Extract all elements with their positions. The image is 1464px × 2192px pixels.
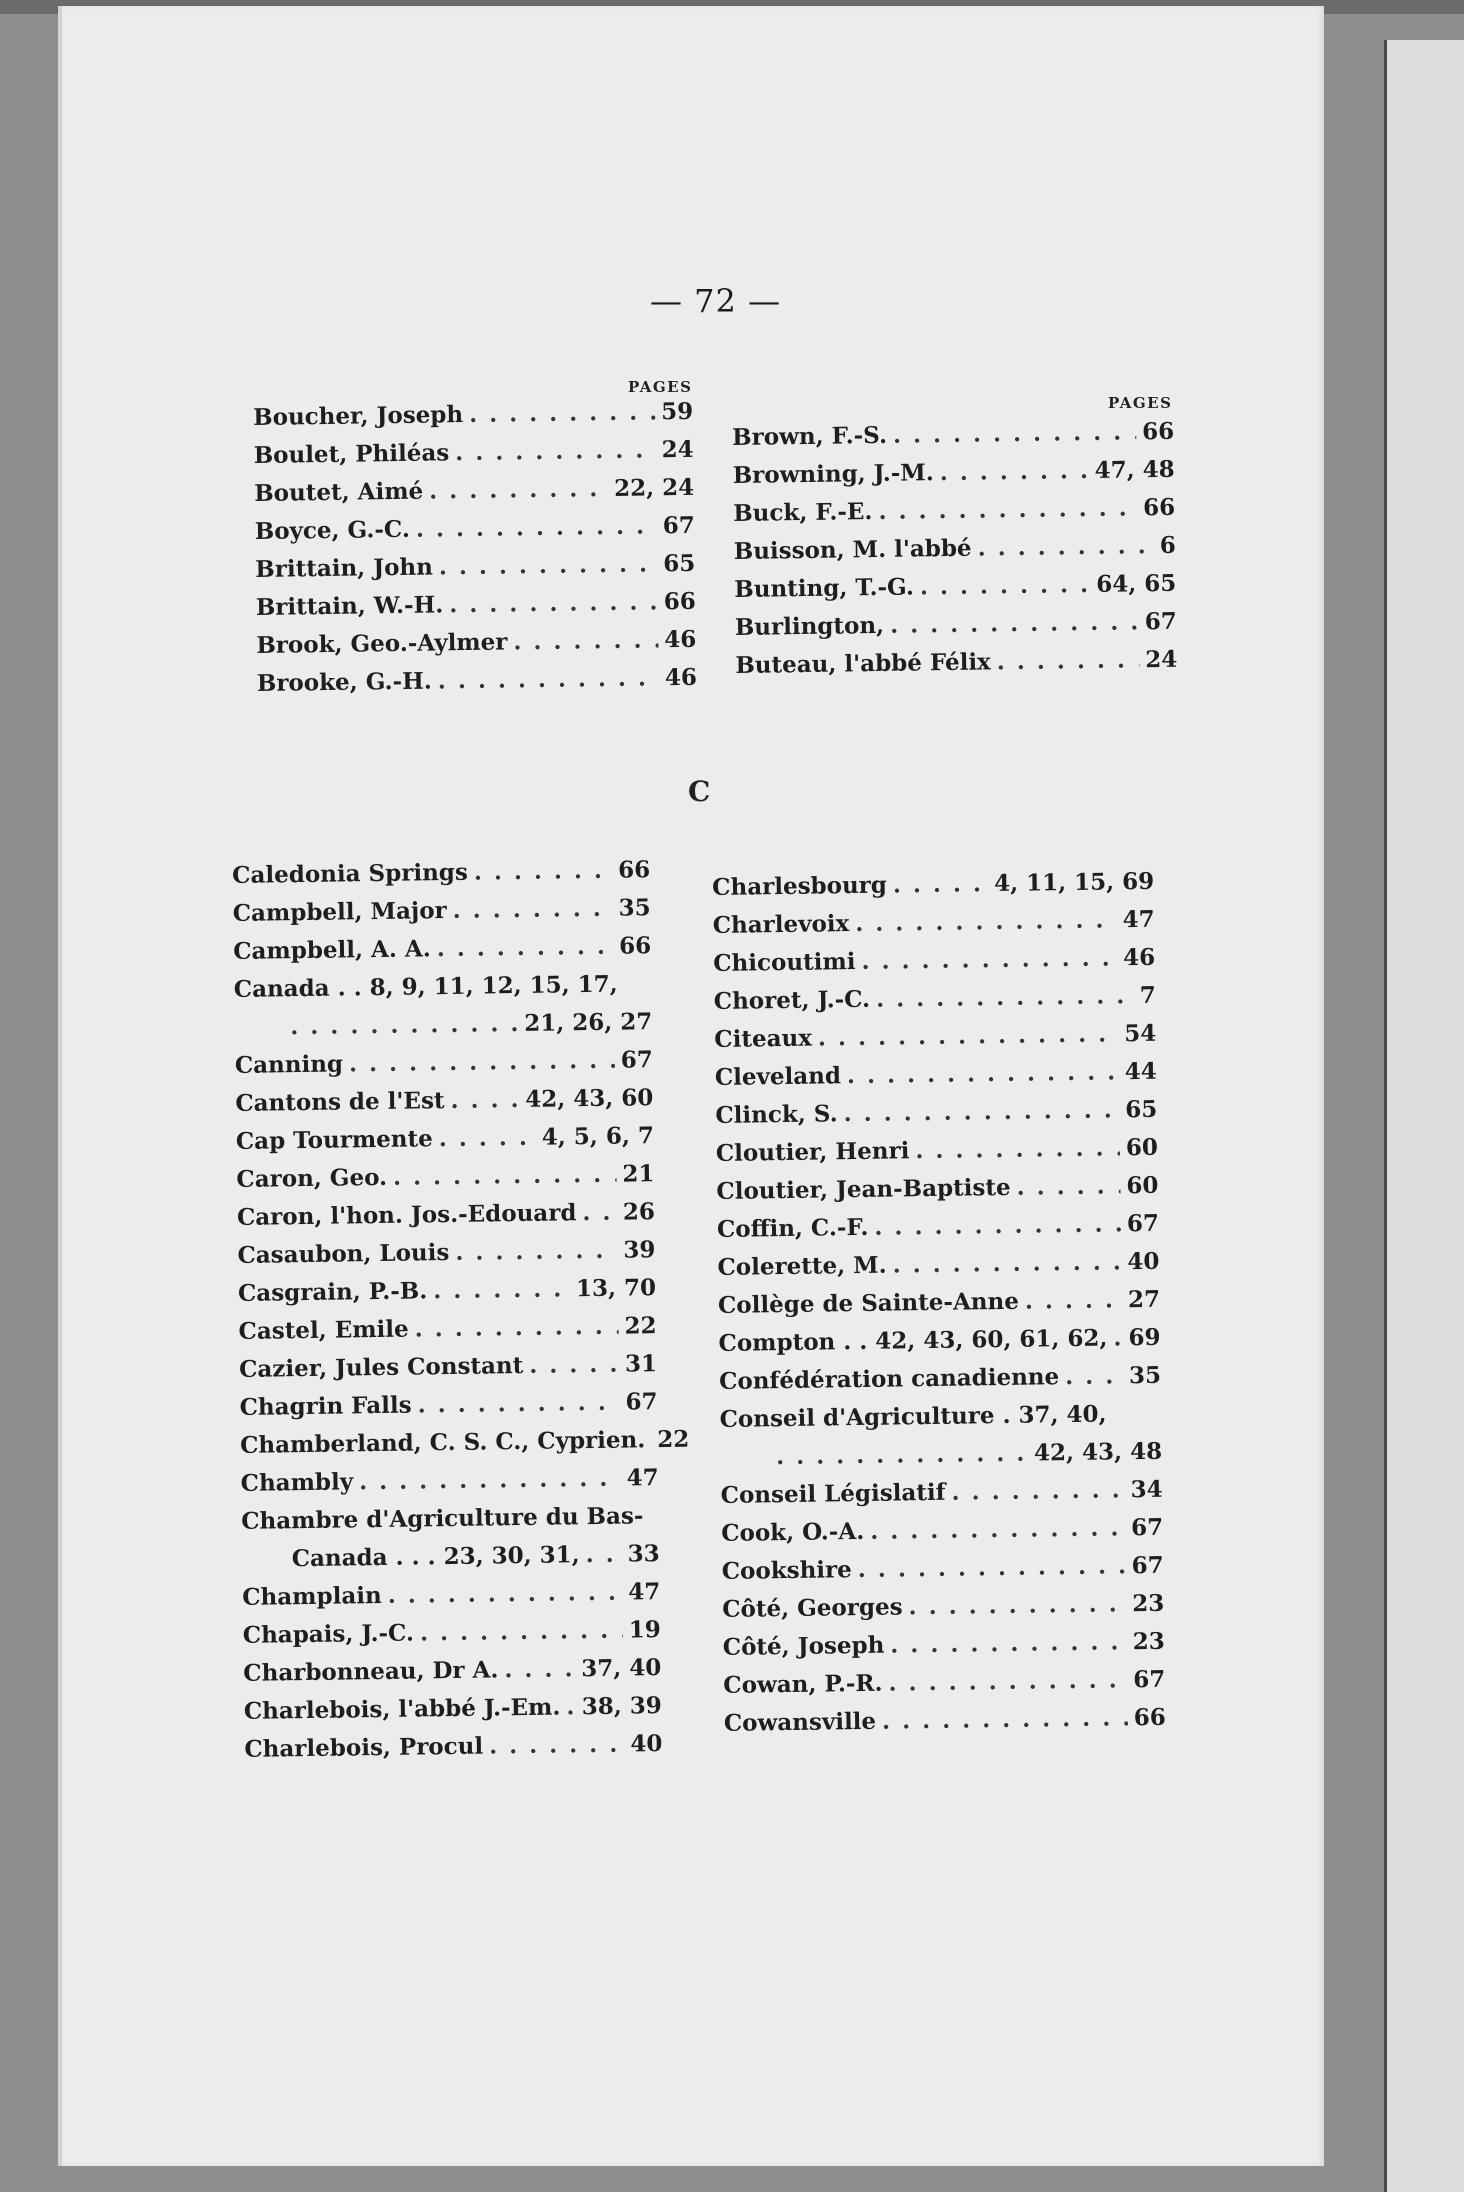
index-entry-pages: 46 bbox=[664, 663, 698, 692]
index-entry-name: Canada . . . 23, 30, 31, bbox=[291, 1541, 580, 1573]
index-entry-pages: 33 bbox=[627, 1540, 660, 1568]
index-entry-name: Cowansville bbox=[723, 1707, 877, 1737]
index-entry-pages: 23 bbox=[1132, 1627, 1165, 1656]
index-entry bbox=[237, 1198, 655, 1242]
index-entry-name: Buck, F.-E. bbox=[733, 498, 873, 527]
index-entry bbox=[255, 550, 695, 594]
index-entry-pages: 47 bbox=[626, 1464, 659, 1492]
index-entry-pages: 67 bbox=[1131, 1551, 1164, 1580]
index-entry-pages: 65 bbox=[663, 549, 696, 578]
leader-dots bbox=[433, 1124, 536, 1152]
index-entry-pages: 65 bbox=[1125, 1095, 1158, 1124]
index-entry-name: Côté, Georges bbox=[722, 1593, 903, 1623]
index-entry bbox=[718, 1324, 1160, 1368]
index-entry-name: Campbell, Major bbox=[232, 897, 447, 927]
index-entry bbox=[236, 1122, 654, 1166]
index-entry-name: Cazier, Jules Constant bbox=[238, 1351, 524, 1383]
leader-dots bbox=[433, 550, 658, 580]
index-entry-name: Conseil d'Agriculture . 37, 40, bbox=[719, 1400, 1107, 1433]
index-entry-pages: 60 bbox=[1125, 1133, 1159, 1162]
leader-dots bbox=[870, 982, 1134, 1013]
index-entry-pages: 67 bbox=[1126, 1209, 1160, 1238]
index-entry-name: Chambly bbox=[240, 1468, 354, 1497]
page-number: — 72 — bbox=[650, 282, 782, 320]
index-column-b-right bbox=[732, 418, 1178, 690]
index-entry bbox=[234, 1008, 652, 1052]
index-entry-name: Côté, Joseph bbox=[722, 1631, 885, 1661]
index-entry-pages: 22 bbox=[624, 1312, 657, 1340]
index-entry-name: Cowan, P.-R. bbox=[723, 1669, 883, 1699]
leader-dots bbox=[1107, 1324, 1122, 1351]
index-entry bbox=[235, 1046, 653, 1090]
index-entry-name: Boulet, Philéas bbox=[253, 439, 450, 469]
index-entry-pages: 66 bbox=[619, 932, 652, 960]
index-entry-pages: 47 bbox=[1122, 905, 1155, 934]
index-entry-pages: 47, 48 bbox=[1094, 455, 1175, 484]
leader-dots bbox=[468, 857, 613, 886]
leader-dots bbox=[284, 1010, 518, 1040]
index-entry bbox=[720, 1476, 1162, 1520]
index-entry-pages: 24 bbox=[661, 435, 694, 464]
index-entry bbox=[712, 868, 1154, 912]
leader-dots bbox=[914, 571, 1091, 600]
index-entry bbox=[236, 1160, 654, 1204]
index-entry-name: Buteau, l'abbé Félix bbox=[735, 648, 991, 679]
index-entry-pages: 66 bbox=[663, 587, 696, 616]
index-entry bbox=[724, 1704, 1166, 1748]
index-entry-name: Caron, l'hon. Jos.-Edouard bbox=[236, 1199, 577, 1231]
index-entry bbox=[238, 1274, 656, 1318]
index-entry bbox=[239, 1425, 690, 1470]
index-entry bbox=[733, 456, 1175, 500]
index-entry bbox=[722, 1590, 1164, 1634]
index-entry bbox=[723, 1628, 1165, 1672]
pages-header-left: PAGES bbox=[628, 378, 693, 396]
index-entry-name: Castel, Emile bbox=[238, 1315, 409, 1345]
leader-dots bbox=[882, 1666, 1127, 1696]
pages-header-right: PAGES bbox=[1108, 394, 1173, 412]
section-letter: C bbox=[688, 775, 711, 808]
index-entry-pages: 26 bbox=[622, 1198, 656, 1226]
index-entry bbox=[713, 944, 1155, 988]
index-entry bbox=[256, 626, 696, 670]
index-entry bbox=[722, 1552, 1164, 1596]
index-entry-pages: 37, 40 bbox=[581, 1654, 662, 1683]
index-entry bbox=[715, 1058, 1157, 1102]
leader-dots bbox=[945, 1476, 1124, 1505]
leader-dots bbox=[432, 664, 659, 694]
leader-dots bbox=[414, 1617, 623, 1647]
index-entry bbox=[256, 588, 696, 632]
leader-dots bbox=[909, 1134, 1120, 1164]
leader-dots bbox=[409, 1313, 619, 1343]
index-entry-name: Cloutier, Henri bbox=[715, 1137, 910, 1167]
index-entry-name: Charlebois, l'abbé J.-Em. bbox=[243, 1693, 561, 1725]
leader-dots bbox=[902, 1590, 1126, 1620]
leader-dots bbox=[560, 1693, 576, 1720]
index-entry bbox=[254, 436, 694, 480]
index-entry bbox=[255, 512, 695, 556]
leader-dots bbox=[353, 1465, 621, 1496]
index-entry-pages: 47 bbox=[628, 1578, 661, 1606]
index-entry-pages: 60 bbox=[1126, 1171, 1159, 1200]
index-entry-pages: 64, 65 bbox=[1096, 569, 1177, 598]
index-entry bbox=[714, 1020, 1156, 1064]
leader-dots bbox=[576, 1199, 617, 1227]
index-entry bbox=[239, 1350, 657, 1394]
index-entry-name bbox=[720, 1464, 770, 1465]
index-entry-name: Chamberland, C. S. C., Cyprien. bbox=[239, 1426, 646, 1459]
index-entry-pages: 23 bbox=[1132, 1589, 1165, 1618]
index-entry-pages: 22, 24 bbox=[613, 473, 695, 502]
index-column-b-left bbox=[253, 398, 697, 708]
index-entry-name: Caledonia Springs bbox=[232, 858, 469, 889]
leader-dots bbox=[887, 418, 1137, 448]
index-entry bbox=[733, 494, 1175, 538]
index-entry-pages: 39 bbox=[623, 1236, 656, 1264]
leader-dots bbox=[868, 1210, 1121, 1241]
index-entry-name: Champlain bbox=[242, 1581, 382, 1611]
leader-dots bbox=[382, 1579, 623, 1609]
index-entry bbox=[253, 398, 693, 442]
index-entry bbox=[717, 1248, 1159, 1292]
index-entry-name: Cloutier, Jean-Baptiste bbox=[716, 1173, 1011, 1205]
leader-dots bbox=[971, 532, 1154, 562]
leader-dots bbox=[884, 1628, 1127, 1658]
index-entry-name: Casaubon, Louis bbox=[237, 1239, 450, 1269]
index-entry-pages: 67 bbox=[1130, 1513, 1164, 1542]
index-entry-pages: 69 bbox=[1128, 1323, 1161, 1352]
index-entry-pages: 4, 5, 6, 7 bbox=[541, 1122, 655, 1151]
leader-dots bbox=[343, 1047, 615, 1078]
leader-dots bbox=[852, 1552, 1126, 1583]
index-entry-name: Choret, J.-C. bbox=[713, 985, 871, 1015]
index-entry-pages: 13, 70 bbox=[575, 1274, 657, 1303]
index-entry-pages: 4, 11, 15, 69 bbox=[993, 867, 1155, 898]
index-entry bbox=[238, 1312, 656, 1356]
leader-dots bbox=[449, 1237, 617, 1266]
index-entry-pages: 54 bbox=[1124, 1019, 1157, 1048]
leader-dots bbox=[523, 1351, 619, 1379]
index-entry-pages: 22 bbox=[657, 1425, 690, 1454]
leader-dots bbox=[991, 646, 1140, 675]
leader-dots bbox=[446, 895, 612, 924]
index-entry-pages: 67 bbox=[625, 1388, 658, 1416]
index-entry bbox=[716, 1172, 1158, 1216]
index-entry-name: Brooke, G.-H. bbox=[256, 667, 433, 697]
index-entry-name: Collège de Sainte-Anne bbox=[717, 1287, 1020, 1319]
index-entry-name bbox=[234, 1034, 284, 1035]
index-entry-name: Cookshire bbox=[721, 1556, 853, 1585]
leader-dots bbox=[410, 512, 657, 542]
index-entry-name: Boucher, Joseph bbox=[253, 401, 464, 431]
index-entry-pages: 67 bbox=[1144, 607, 1177, 636]
index-entry-name: Burlington, bbox=[734, 611, 885, 641]
leader-dots bbox=[855, 944, 1117, 975]
leader-dots bbox=[443, 588, 658, 618]
index-entry-name: Charlevoix bbox=[712, 910, 850, 939]
leader-dots bbox=[411, 1389, 619, 1419]
index-entry-name: Chicoutimi bbox=[713, 948, 856, 977]
index-entry-pages: 46 bbox=[1123, 943, 1156, 972]
index-entry bbox=[716, 1134, 1158, 1178]
index-entry-pages: 46 bbox=[664, 625, 697, 654]
index-entry bbox=[243, 1616, 661, 1660]
index-entry-name: Casgrain, P.-B. bbox=[237, 1277, 428, 1307]
index-entry bbox=[734, 532, 1176, 576]
leader-dots bbox=[864, 1514, 1125, 1545]
index-entry-name: Brook, Geo.-Aylmer bbox=[256, 628, 508, 659]
leader-dots bbox=[884, 608, 1139, 639]
index-entry-pages: 38, 39 bbox=[581, 1692, 663, 1721]
index-entry bbox=[239, 1388, 657, 1432]
index-entry-pages: 59 bbox=[660, 397, 694, 426]
index-entry-pages: 24 bbox=[1145, 645, 1178, 674]
leader-dots bbox=[507, 626, 658, 655]
index-entry-name: Canada . . 8, 9, 11, 12, 15, 17, bbox=[233, 970, 618, 1003]
index-entry-name: Compton . . 42, 43, 60, 61, 62, bbox=[718, 1324, 1108, 1357]
index-entry bbox=[235, 1084, 653, 1128]
index-entry-pages: 40 bbox=[630, 1730, 663, 1758]
index-entry-name: Brown, F.-S. bbox=[732, 421, 888, 451]
index-entry bbox=[715, 1096, 1157, 1140]
leader-dots bbox=[449, 436, 656, 466]
index-entry-name: Charbonneau, Dr A. bbox=[243, 1656, 499, 1687]
index-entry-name: Brittain, W.-H. bbox=[255, 591, 444, 621]
leader-dots bbox=[463, 398, 655, 428]
index-entry-pages: 42, 43, 60 bbox=[525, 1084, 654, 1113]
index-entry bbox=[240, 1464, 658, 1508]
index-entry-pages: 27 bbox=[1127, 1285, 1161, 1314]
index-entry bbox=[234, 970, 652, 1014]
index-entry bbox=[723, 1666, 1165, 1710]
index-entry-pages: 31 bbox=[624, 1350, 658, 1378]
index-entry bbox=[233, 932, 651, 976]
index-entry-pages: 66 bbox=[1143, 493, 1176, 522]
index-entry-name: Charlesbourg bbox=[712, 871, 888, 901]
index-entry-name: Chambre d'Agriculture du Bas- bbox=[241, 1502, 644, 1535]
index-entry-pages: 67 bbox=[662, 511, 695, 540]
index-entry-name: Boutet, Aimé bbox=[254, 477, 424, 507]
index-entry-pages: 19 bbox=[628, 1616, 661, 1644]
index-entry bbox=[242, 1540, 660, 1584]
index-entry-pages: 34 bbox=[1130, 1475, 1163, 1504]
index-entry-name: Browning, J.-M. bbox=[732, 459, 934, 489]
index-entry-pages: 35 bbox=[1128, 1361, 1162, 1390]
index-entry bbox=[732, 418, 1174, 462]
index-entry-pages: 66 bbox=[1133, 1703, 1167, 1732]
index-entry bbox=[233, 894, 651, 938]
index-entry-pages: 67 bbox=[1133, 1665, 1166, 1694]
index-entry-name: Coffin, C.-F. bbox=[716, 1213, 869, 1243]
leader-dots bbox=[837, 1096, 1119, 1127]
leader-dots bbox=[427, 1275, 570, 1304]
index-entry-pages: 35 bbox=[618, 894, 651, 922]
index-entry bbox=[254, 474, 694, 518]
leader-dots bbox=[770, 1440, 1028, 1471]
leader-dots bbox=[812, 1020, 1119, 1051]
index-entry-name: Campbell, A. A. bbox=[233, 935, 431, 965]
facing-page-edge bbox=[1384, 40, 1464, 2192]
leader-dots bbox=[483, 1731, 625, 1760]
index-entry-name: Charlebois, Procul bbox=[244, 1732, 484, 1763]
index-entry-pages: 40 bbox=[1127, 1247, 1160, 1276]
index-entry bbox=[718, 1286, 1160, 1330]
index-entry-name: Boyce, G.-C. bbox=[254, 515, 411, 545]
index-entry-pages: 66 bbox=[1141, 417, 1175, 446]
index-column-c-left bbox=[232, 856, 690, 1774]
leader-dots bbox=[431, 933, 614, 963]
index-entry bbox=[241, 1502, 659, 1546]
index-entry bbox=[721, 1514, 1163, 1558]
leader-dots bbox=[887, 870, 989, 898]
leader-dots bbox=[387, 1161, 617, 1191]
index-entry-name: Clinck, S. bbox=[715, 1100, 838, 1129]
index-entry bbox=[720, 1438, 1162, 1482]
index-entry-name: Conseil Législatif bbox=[720, 1478, 946, 1509]
index-entry bbox=[734, 570, 1176, 614]
index-entry bbox=[735, 646, 1177, 690]
leader-dots bbox=[1059, 1362, 1123, 1390]
leader-dots bbox=[841, 1058, 1119, 1089]
leader-dots bbox=[934, 457, 1089, 486]
index-entry-name: Canning bbox=[234, 1050, 344, 1079]
leader-dots bbox=[498, 1655, 575, 1683]
index-entry bbox=[232, 856, 650, 900]
leader-dots bbox=[886, 1248, 1121, 1278]
index-entry-name: Caron, Geo. bbox=[236, 1163, 388, 1193]
index-entry bbox=[714, 982, 1156, 1026]
index-entry-pages: 7 bbox=[1139, 981, 1156, 1010]
index-entry bbox=[719, 1400, 1161, 1444]
index-column-c-right bbox=[712, 868, 1166, 1748]
leader-dots bbox=[872, 494, 1137, 525]
index-entry bbox=[735, 608, 1177, 652]
index-entry bbox=[244, 1730, 662, 1774]
leader-dots bbox=[423, 475, 608, 505]
index-entry bbox=[242, 1578, 660, 1622]
index-entry-pages: 6 bbox=[1159, 531, 1176, 560]
index-entry bbox=[243, 1654, 661, 1698]
index-entry-name: Cantons de l'Est bbox=[235, 1087, 445, 1117]
index-entry-name: Chapais, J.-C. bbox=[242, 1619, 415, 1649]
leader-dots bbox=[1019, 1286, 1122, 1314]
index-entry-pages: 66 bbox=[617, 856, 651, 884]
index-entry-name: Cleveland bbox=[714, 1062, 842, 1091]
index-entry-name: Cap Tourmente bbox=[235, 1125, 433, 1155]
index-entry-name: Confédération canadienne bbox=[718, 1363, 1060, 1395]
index-entry-name: Cook, O.-A. bbox=[721, 1517, 865, 1547]
index-entry-pages: 42, 43, 48 bbox=[1033, 1437, 1163, 1467]
index-entry-name: Buisson, M. l'abbé bbox=[733, 534, 972, 565]
index-entry-name: Brittain, John bbox=[255, 553, 434, 583]
index-entry-name: Citeaux bbox=[714, 1024, 813, 1053]
index-entry-pages: 21, 26, 27 bbox=[524, 1008, 653, 1037]
leader-dots bbox=[444, 1086, 519, 1114]
index-entry bbox=[713, 906, 1155, 950]
index-entry-pages: 67 bbox=[620, 1046, 653, 1074]
index-entry-pages: 21 bbox=[622, 1160, 655, 1188]
index-entry-name: Chagrin Falls bbox=[239, 1391, 412, 1421]
index-entry bbox=[719, 1362, 1161, 1406]
index-entry bbox=[244, 1692, 662, 1736]
leader-dots bbox=[1010, 1172, 1120, 1201]
index-entry bbox=[237, 1236, 655, 1280]
index-entry-name: Colerette, M. bbox=[717, 1251, 887, 1281]
leader-dots bbox=[849, 906, 1117, 937]
index-entry bbox=[717, 1210, 1159, 1254]
leader-dots bbox=[876, 1704, 1128, 1735]
index-entry bbox=[257, 664, 697, 708]
index-entry-pages: 44 bbox=[1124, 1057, 1157, 1086]
index-entry-name: Bunting, T.-G. bbox=[734, 573, 915, 603]
leader-dots bbox=[579, 1541, 621, 1569]
